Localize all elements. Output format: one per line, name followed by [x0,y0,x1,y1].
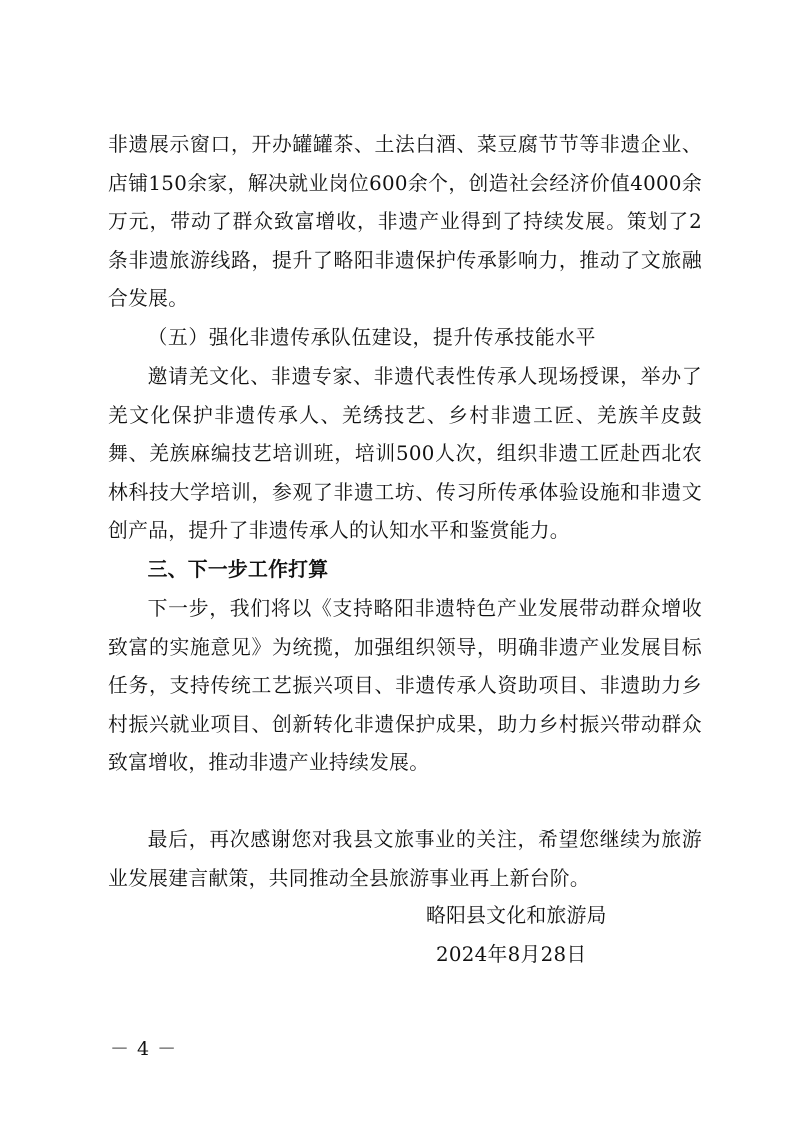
paragraph-continued: 非遗展示窗口，开办罐罐茶、土法白酒、菜豆腐节节等非遗企业、店铺150余家，解决就业岗位600余个，创造社会经济价值4000余万元，带动了群众致富增收，非遗产业得到了持续发展。策划了2条非遗旅游线路，提升了略阳非遗保护传承影响力，推动了文旅融合发展。 [108,133,702,310]
signature-block [426,897,607,974]
section-heading-next-steps: 三、下一步工作打算 [147,558,329,581]
paragraph-training: 邀请羌文化、非遗专家、非遗代表性传承人现场授课，举办了羌文化保护非遗传承人、羌绣技艺、乡村非遗工匠、羌族羊皮鼓舞、羌族麻编技艺培训班，培训500人次，组织非遗工匠赴西北农林科技大学培训，参观了非遗工坊、传习所传承体验设施和非遗文创产品，提升了非遗传承人的认知水平和鉴赏能力。 [108,365,702,542]
page-number: － 4 － [110,1038,178,1060]
signature-organization: 略阳县文化和旅游局 [426,904,607,927]
paragraph-closing: 最后，再次感谢您对我县文旅事业的关注，希望您继续为旅游业发展建言献策，共同推动全县旅游事业再上新台阶。 [108,828,702,890]
paragraph-next-steps: 下一步，我们将以《支持略阳非遗特色产业发展带动群众增收致富的实施意见》为统揽，加强组织领导，明确非遗产业发展目标任务，支持传统工艺振兴项目、非遗传承人资助项目、非遗助力乡村振兴就业项目、创新转化非遗保护成果，助力乡村振兴带动群众致富增收，推动非遗产业持续发展。 [108,597,702,774]
subheading-section-5: （五）强化非遗传承队伍建设，提升传承技能水平 [147,326,596,349]
signature-date: 2024年8月28日 [436,942,587,966]
